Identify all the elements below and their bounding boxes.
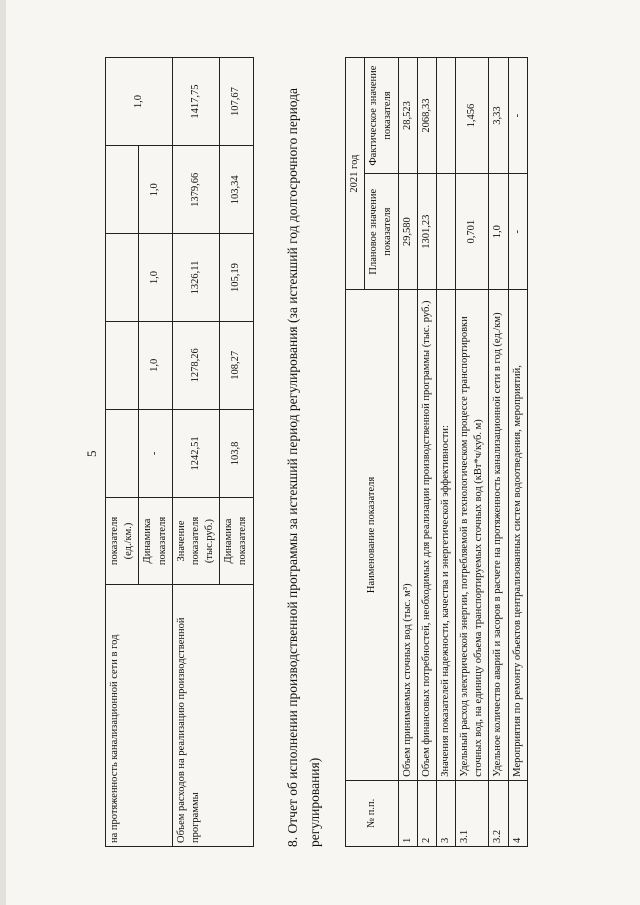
cell-fact: 2068,33 [417, 58, 436, 174]
cell-name: Объем финансовых потребностей, необходимых для реализации производственной программы (тыс. руб.) [417, 290, 436, 781]
scan-edge [0, 0, 6, 905]
cell-value: 103,34 [220, 146, 253, 234]
header-fact: Фактическое значение показателя [365, 58, 398, 174]
cell-value: 1326,11 [172, 234, 220, 321]
cell-no: 1 [398, 780, 417, 846]
table-row [489, 58, 508, 847]
cell-no: 3 [436, 780, 455, 846]
cell-value [106, 409, 139, 497]
cell-value: 1,0 [139, 234, 172, 321]
cell-plan: - [508, 174, 527, 290]
cell-value [106, 146, 139, 234]
cell-value: 1278,26 [172, 321, 220, 409]
cell-value: 1,0 [106, 58, 173, 146]
cell-fact: 28,523 [398, 58, 417, 174]
top-table [105, 57, 254, 847]
header-name: Наименование показателя [346, 290, 399, 781]
cell-no: 3.2 [489, 780, 508, 846]
cell-name: Удельный расход электрической энергии, потребляемой в технологическом процессе транспортировки сточных вод, на единицу объема транспортируемых сточных вод (кВт*ч/куб. м) [456, 290, 489, 781]
cell-plan: 0,701 [456, 174, 489, 290]
table-row [172, 58, 220, 847]
cell-value: 1379,66 [172, 146, 220, 234]
table-row [436, 58, 455, 847]
cell-name: Объем принимаемых сточных вод (тыс. м³) [398, 290, 417, 781]
cell-name: на протяженность канализационной сети в год [106, 585, 173, 847]
header-year: 2021 год [346, 58, 365, 290]
cell-value: 105,19 [220, 234, 253, 321]
cell-name: Мероприятия по ремонту объектов централизованных систем водоотведения, мероприятий, [508, 290, 527, 781]
cell-fact: - [508, 58, 527, 174]
cell-fact: 1,456 [456, 58, 489, 174]
cell-value: 1,0 [139, 321, 172, 409]
header-no: № п.п. [346, 780, 399, 846]
cell-sub: показателя (ед./км.) [106, 498, 139, 585]
header-plan: Плановое значение показателя [365, 174, 398, 290]
table-row [508, 58, 527, 847]
table-row [417, 58, 436, 847]
table-header-row [346, 58, 365, 847]
report-table [345, 57, 528, 847]
cell-value [106, 234, 139, 321]
cell-sub: Динамика показателя [139, 498, 172, 585]
section-heading: 8. Отчет об исполнении производственной программы за истекший период регулирования (за истекший год долгосрочного периода регулирования) [285, 87, 322, 847]
cell-value: 103,8 [220, 409, 253, 497]
cell-plan: 1,0 [489, 174, 508, 290]
cell-value: 1417,75 [172, 58, 220, 146]
cell-name: Удельное количество аварий и засоров в расчете на протяженность канализационной сети в год (ед./км) [489, 290, 508, 781]
cell-value: 1242,51 [172, 409, 220, 497]
cell-fact [436, 58, 455, 174]
page-number: 5 [84, 450, 99, 457]
cell-no: 3.1 [456, 780, 489, 846]
cell-value [106, 321, 139, 409]
cell-plan: 29,580 [398, 174, 417, 290]
cell-name: Объем расходов на реализацию производственной программы [172, 585, 253, 847]
cell-plan: 1301,23 [417, 174, 436, 290]
cell-sub: Значение показателя (тыс.руб.) [172, 498, 220, 585]
cell-fact: 3,33 [489, 58, 508, 174]
table-row [398, 58, 417, 847]
table-row [106, 58, 139, 847]
cell-name: Значения показателей надежности, качества и энергетической эффективности: [436, 290, 455, 781]
cell-value: 1,0 [139, 146, 172, 234]
table-row [456, 58, 489, 847]
cell-no: 2 [417, 780, 436, 846]
cell-value: - [139, 409, 172, 497]
cell-value: 108,27 [220, 321, 253, 409]
cell-no: 4 [508, 780, 527, 846]
cell-sub: Динамика показателя [220, 498, 253, 585]
cell-plan [436, 174, 455, 290]
cell-value: 107,67 [220, 58, 253, 146]
